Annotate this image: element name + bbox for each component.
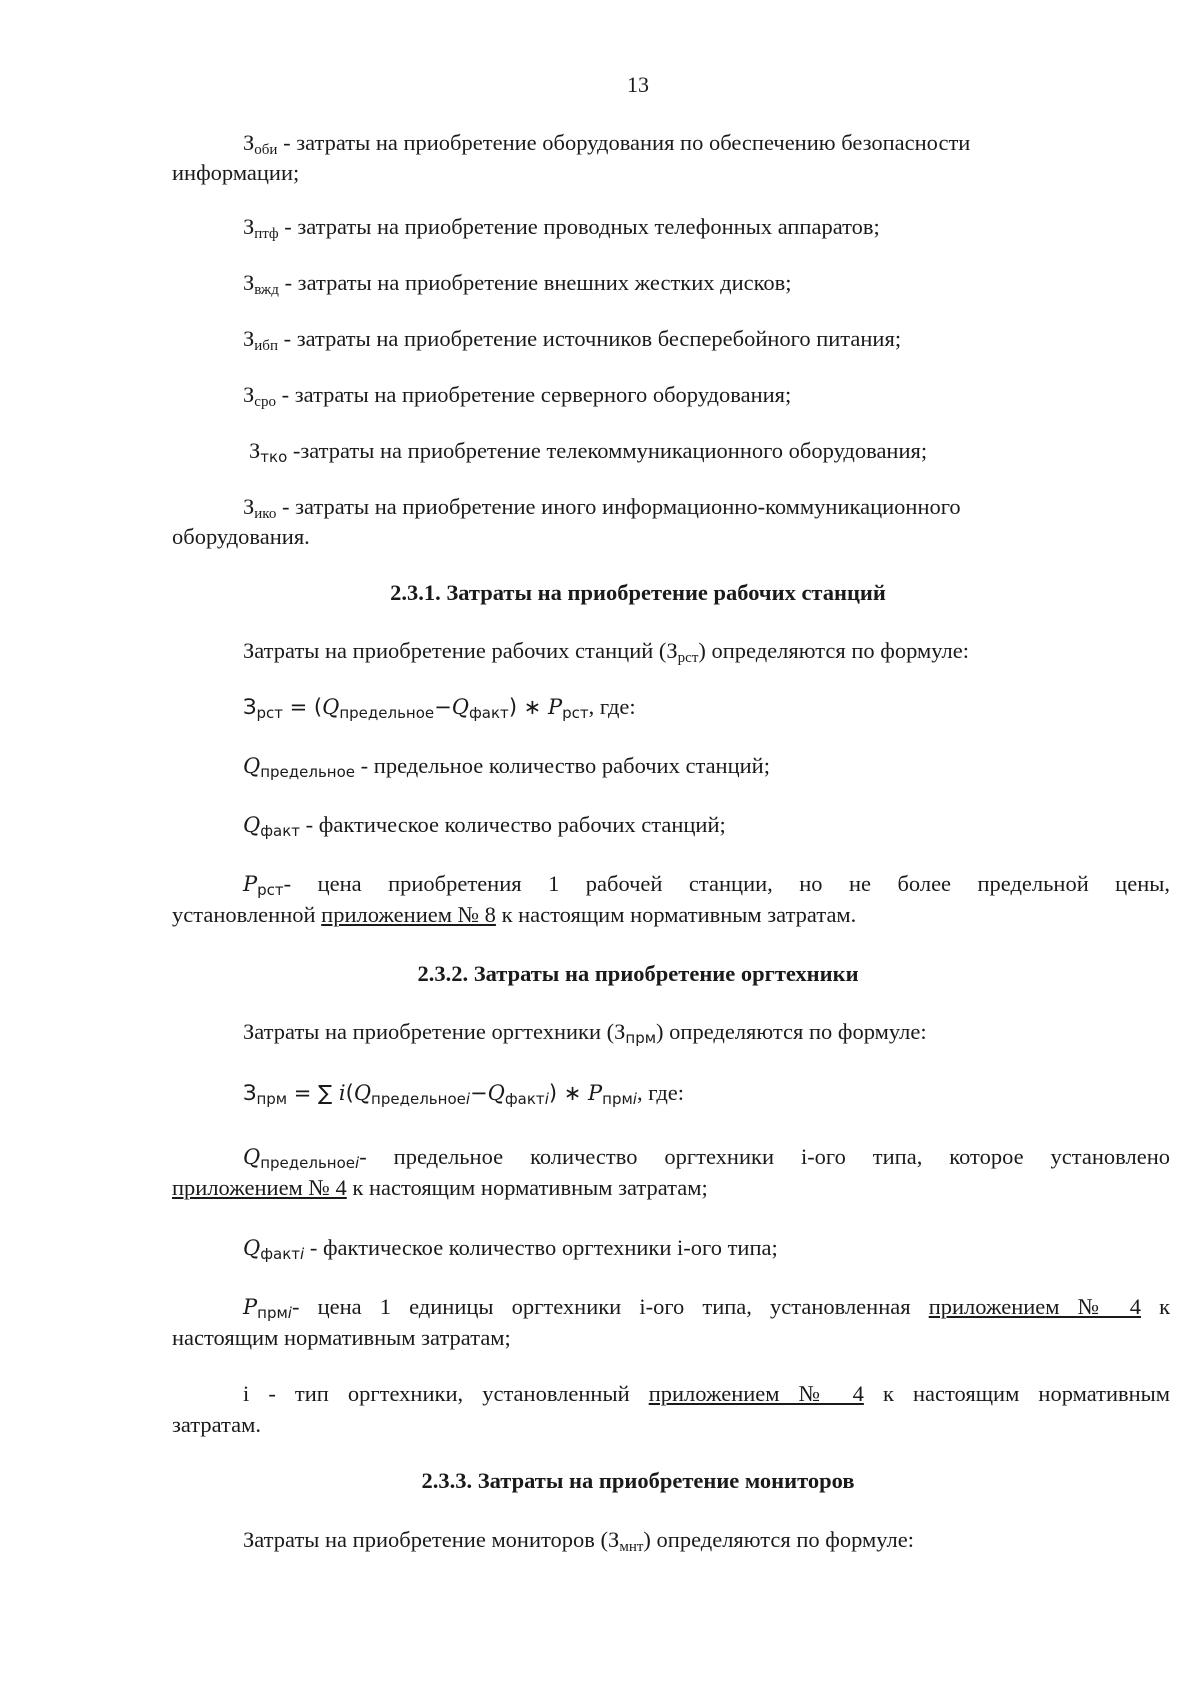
s231-var-p-rst: Pрст- цена приобретения 1 рабочей станции, но не более предельной цены, [243,871,1170,899]
def-tko: Зтко -затраты на приобретение телекоммуникационного оборудования; [249,438,928,466]
def-iko-cont: оборудования. [172,524,310,549]
s231-intro: Затраты на приобретение рабочих станций (Зрст) определяются по формуле: [243,638,969,666]
def-obi: Зоби - затраты на приобретение оборудования по обеспечению безопасности [243,130,971,158]
s232-var-q-pred: Qпредельноеi- предельное количество оргтехники i-ого типа, которое установлено [243,1144,1170,1172]
def-sro: Зсро - затраты на приобретение серверного оборудования; [243,382,792,410]
def-ptf: Зптф - затраты на приобретение проводных телефонных аппаратов; [243,214,880,242]
heading-2-3-2: 2.3.2. Затраты на приобретение оргтехники [417,961,859,986]
heading-2-3-3: 2.3.3. Затраты на приобретение мониторов [421,1468,855,1493]
s232-var-q-fakt: Qфактi - фактическое количество оргтехники i-ого типа; [243,1235,778,1263]
s232-var-i-cont: затратам. [172,1412,262,1437]
link-appendix-4[interactable]: приложением № 4 [648,1381,864,1406]
s231-var-q-fakt: Qфакт - фактическое количество рабочих станций; [243,812,726,840]
s232-var-i: i - тип оргтехники, установленный приложением № 4 к настоящим нормативным [243,1381,1171,1406]
link-appendix-4[interactable]: приложением № 4 [172,1175,347,1200]
def-iko: Зико - затраты на приобретение иного информационно-коммуникационного [243,494,961,522]
s231-formula: Зрст = (Qпредельное−Qфакт) ∗ Pрст, где: [243,694,636,722]
s232-var-p-prm: Pпрмi- цена 1 единицы оргтехники i-ого типа, установленная приложением № 4 к [243,1294,1171,1322]
s233-intro: Затраты на приобретение мониторов (Змнт) определяются по формуле: [243,1527,914,1555]
s232-var-q-pred-cont: приложением № 4 к настоящим нормативным затратам; [172,1175,708,1200]
heading-2-3-1: 2.3.1. Затраты на приобретение рабочих станций [390,580,886,605]
def-vzhd: Звжд - затраты на приобретение внешних жестких дисков; [243,270,792,298]
link-appendix-8[interactable]: приложением № 8 [321,902,496,927]
s232-var-p-prm-cont: настоящим нормативным затратам; [172,1325,511,1350]
s232-intro: Затраты на приобретение оргтехники (Зпрм) определяются по формуле: [243,1019,927,1047]
link-appendix-4[interactable]: приложением № 4 [928,1294,1141,1319]
s231-var-p-rst-cont: установленной приложением № 8 к настоящим нормативным затратам. [172,902,857,927]
page-number: 13 [627,72,649,97]
def-obi-cont: информации; [172,160,300,185]
s231-var-q-pred: Qпредельное - предельное количество рабочих станций; [243,753,770,781]
s232-formula: Зпрм = ∑ i(Qпредельноеi−Qфактi) ∗ Pпрмi, где: [243,1080,685,1108]
def-ibp: Зибп - затраты на приобретение источников бесперебойного питания; [243,326,902,354]
